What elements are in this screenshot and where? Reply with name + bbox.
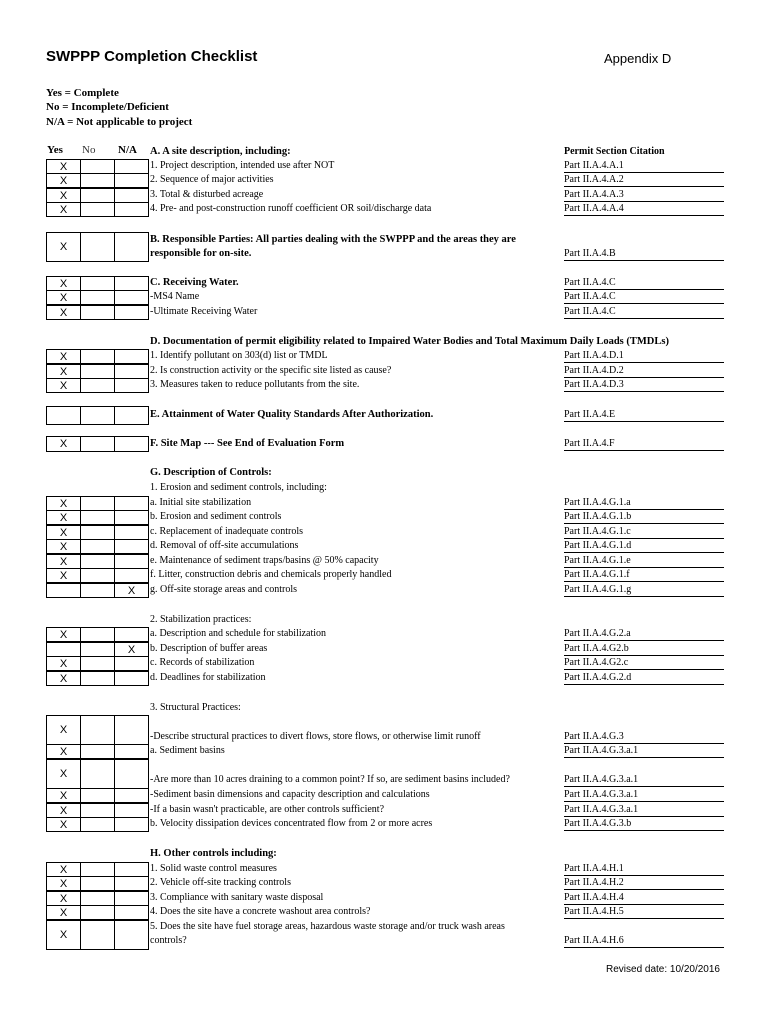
permit-citation: Part II.A.4.H.4 bbox=[564, 891, 724, 905]
permit-citation: Part II.A.4.G.1.e bbox=[564, 554, 724, 568]
citation-header: Permit Section Citation bbox=[564, 146, 665, 157]
permit-citation: Part II.A.4.G.1.g bbox=[564, 583, 724, 597]
permit-citation: Part II.A.4.A.4 bbox=[564, 202, 724, 216]
checkbox-yes[interactable]: X bbox=[46, 496, 81, 511]
permit-citation: Part II.A.4.H.6 bbox=[564, 934, 724, 948]
legend-yes: Yes = Complete bbox=[46, 87, 119, 99]
checkbox-no[interactable] bbox=[80, 496, 115, 511]
checkbox-na[interactable]: X bbox=[114, 642, 149, 657]
checkbox-na[interactable] bbox=[114, 202, 149, 217]
checkbox-yes[interactable]: X bbox=[46, 378, 81, 393]
permit-citation: Part II.A.4.G2.b bbox=[564, 642, 724, 656]
checkbox-yes[interactable]: X bbox=[46, 715, 81, 745]
checkbox-na[interactable] bbox=[114, 744, 149, 759]
checkbox-yes[interactable]: X bbox=[46, 876, 81, 891]
checkbox-yes[interactable]: X bbox=[46, 305, 81, 320]
item-text: b. Velocity dissipation devices concentrated flow from 2 or more acres bbox=[150, 818, 433, 829]
item-text: 2. Sequence of major activities bbox=[150, 174, 274, 185]
checkbox-no[interactable] bbox=[80, 862, 115, 877]
checkbox-yes[interactable]: X bbox=[46, 891, 81, 906]
checkbox-no[interactable] bbox=[80, 920, 115, 950]
checkbox-yes[interactable]: X bbox=[46, 173, 81, 188]
checkbox-no[interactable] bbox=[80, 364, 115, 379]
item-text: g. Off-site storage areas and controls bbox=[150, 584, 297, 595]
item-text: e. Maintenance of sediment traps/basins @ 50% capacity bbox=[150, 555, 379, 566]
checkbox-yes[interactable]: X bbox=[46, 364, 81, 379]
checkbox-na[interactable] bbox=[114, 173, 149, 188]
item-text: 2. Is construction activity or the specific site listed as cause? bbox=[150, 365, 392, 376]
checkbox-na[interactable] bbox=[114, 803, 149, 818]
checkbox-no[interactable] bbox=[80, 436, 115, 452]
checkbox-na[interactable] bbox=[114, 920, 149, 950]
checkbox-no[interactable] bbox=[80, 876, 115, 891]
item-text: b. Erosion and sediment controls bbox=[150, 511, 282, 522]
checkbox-yes[interactable] bbox=[46, 583, 81, 598]
column-no-header: No bbox=[82, 144, 96, 156]
permit-citation: Part II.A.4.C bbox=[564, 305, 724, 319]
checkbox-no[interactable] bbox=[80, 349, 115, 364]
item-text: -If a basin wasn't practicable, are other controls sufficient? bbox=[150, 804, 385, 815]
permit-citation: Part II.A.4.G.2.d bbox=[564, 671, 724, 685]
checkbox-no[interactable] bbox=[80, 627, 115, 642]
checkbox-no[interactable] bbox=[80, 232, 115, 262]
checkbox-no[interactable] bbox=[80, 817, 115, 832]
permit-citation: Part II.A.4.G.3.a.1 bbox=[564, 744, 724, 758]
checkbox-no[interactable] bbox=[80, 656, 115, 671]
checkbox-na[interactable] bbox=[114, 876, 149, 891]
checkbox-no[interactable] bbox=[80, 568, 115, 583]
item-text: 1. Erosion and sediment controls, including: bbox=[150, 482, 327, 493]
permit-citation: Part II.A.4.G.2.a bbox=[564, 627, 724, 641]
item-text: F. Site Map --- See End of Evaluation Form bbox=[150, 438, 345, 449]
item-text: A. A site description, including: bbox=[150, 146, 291, 157]
item-text: a. Description and schedule for stabilization bbox=[150, 628, 327, 639]
item-text-continued: controls? bbox=[150, 935, 187, 946]
permit-citation: Part II.A.4.B bbox=[564, 247, 724, 261]
checkbox-na[interactable] bbox=[114, 349, 149, 364]
checkbox-na[interactable] bbox=[114, 276, 149, 291]
checkbox-no[interactable] bbox=[80, 554, 115, 569]
item-text: a. Initial site stabilization bbox=[150, 497, 252, 508]
checkbox-yes[interactable]: X bbox=[46, 202, 81, 217]
permit-citation: Part II.A.4.C bbox=[564, 276, 724, 290]
permit-citation: Part II.A.4.C bbox=[564, 290, 724, 304]
checkbox-na[interactable] bbox=[114, 364, 149, 379]
permit-citation: Part II.A.4.H.5 bbox=[564, 905, 724, 919]
checkbox-yes[interactable]: X bbox=[46, 539, 81, 554]
checkbox-na[interactable] bbox=[114, 568, 149, 583]
legend-no: No = Incomplete/Deficient bbox=[46, 101, 169, 113]
checkbox-na[interactable] bbox=[114, 905, 149, 920]
checkbox-yes[interactable]: X bbox=[46, 671, 81, 686]
item-text: d. Deadlines for stabilization bbox=[150, 672, 266, 683]
item-text: -Describe structural practices to divert flows, store flows, or otherwise limit runoff bbox=[150, 731, 481, 742]
checkbox-no[interactable] bbox=[80, 202, 115, 217]
item-text: 3. Structural Practices: bbox=[150, 702, 241, 713]
item-text: 1. Solid waste control measures bbox=[150, 863, 277, 874]
item-text: d. Removal of off-site accumulations bbox=[150, 540, 299, 551]
checkbox-na[interactable] bbox=[114, 525, 149, 540]
permit-citation: Part II.A.4.D.2 bbox=[564, 364, 724, 378]
checkbox-na[interactable] bbox=[114, 715, 149, 745]
permit-citation: Part II.A.4.D.3 bbox=[564, 378, 724, 392]
checkbox-yes[interactable]: X bbox=[46, 436, 81, 452]
checkbox-yes[interactable]: X bbox=[46, 232, 81, 262]
permit-citation: Part II.A.4.G.3.b bbox=[564, 817, 724, 831]
item-text: c. Replacement of inadequate controls bbox=[150, 526, 303, 537]
checkbox-no[interactable] bbox=[80, 510, 115, 525]
checkbox-na[interactable] bbox=[114, 891, 149, 906]
item-text: D. Documentation of permit eligibility related to Impaired Water Bodies and Total Maximum Daily Loads (TMDLs) bbox=[150, 336, 669, 347]
checkbox-na[interactable] bbox=[114, 817, 149, 832]
checkbox-no[interactable] bbox=[80, 305, 115, 320]
permit-citation: Part II.A.4.G.3.a.1 bbox=[564, 803, 724, 817]
checkbox-na[interactable] bbox=[114, 496, 149, 511]
checkbox-no[interactable] bbox=[80, 539, 115, 554]
item-text: -MS4 Name bbox=[150, 291, 200, 302]
checkbox-yes[interactable]: X bbox=[46, 656, 81, 671]
checkbox-yes[interactable]: X bbox=[46, 188, 81, 203]
checkbox-yes[interactable]: X bbox=[46, 349, 81, 364]
item-text: 4. Does the site have a concrete washout area controls? bbox=[150, 906, 371, 917]
checkbox-yes[interactable]: X bbox=[46, 788, 81, 803]
checkbox-na[interactable] bbox=[114, 656, 149, 671]
permit-citation: Part II.A.4.G.1.d bbox=[564, 539, 724, 553]
permit-citation: Part II.A.4.F bbox=[564, 437, 724, 451]
checkbox-na[interactable] bbox=[114, 539, 149, 554]
checkbox-yes[interactable]: X bbox=[46, 627, 81, 642]
permit-citation: Part II.A.4.G.3.a.1 bbox=[564, 773, 724, 787]
item-text: -Are more than 10 acres draining to a common point? If so, are sediment basins included? bbox=[150, 774, 510, 785]
item-text: 2. Stabilization practices: bbox=[150, 614, 252, 625]
checkbox-yes[interactable]: X bbox=[46, 510, 81, 525]
item-text: -Sediment basin dimensions and capacity description and calculations bbox=[150, 789, 430, 800]
checkbox-no[interactable] bbox=[80, 715, 115, 745]
item-text: 4. Pre- and post-construction runoff coefficient OR soil/discharge data bbox=[150, 203, 432, 214]
checkbox-na[interactable] bbox=[114, 510, 149, 525]
item-text: c. Records of stabilization bbox=[150, 657, 255, 668]
checkbox-no[interactable] bbox=[80, 671, 115, 686]
item-text: H. Other controls including: bbox=[150, 848, 277, 859]
checkbox-no[interactable] bbox=[80, 583, 115, 598]
checkbox-no[interactable] bbox=[80, 891, 115, 906]
permit-citation: Part II.A.4.H.2 bbox=[564, 876, 724, 890]
appendix-label: Appendix D bbox=[604, 51, 672, 66]
legend-na: N/A = Not applicable to project bbox=[46, 116, 193, 128]
checkbox-na[interactable] bbox=[114, 671, 149, 686]
checkbox-no[interactable] bbox=[80, 188, 115, 203]
checkbox-yes[interactable]: X bbox=[46, 862, 81, 877]
checkbox-yes[interactable]: X bbox=[46, 759, 81, 789]
item-text: 3. Compliance with sanitary waste disposal bbox=[150, 892, 324, 903]
checkbox-na[interactable] bbox=[114, 554, 149, 569]
permit-citation: Part II.A.4.A.2 bbox=[564, 173, 724, 187]
checkbox-na[interactable] bbox=[114, 436, 149, 452]
permit-citation: Part II.A.4.A.3 bbox=[564, 188, 724, 202]
checkbox-na[interactable] bbox=[114, 862, 149, 877]
item-text: 2. Vehicle off-site tracking controls bbox=[150, 877, 291, 888]
permit-citation: Part II.A.4.G.3.a.1 bbox=[564, 788, 724, 802]
checkbox-yes[interactable]: X bbox=[46, 905, 81, 920]
item-text-continued: 1. Project description, intended use after NOT bbox=[150, 160, 335, 171]
permit-citation: Part II.A.4.G.3 bbox=[564, 730, 724, 744]
item-text-continued: responsible for on-site. bbox=[150, 248, 252, 259]
checkbox-no[interactable] bbox=[80, 159, 115, 174]
checkbox-no[interactable] bbox=[80, 744, 115, 759]
checkbox-yes[interactable]: X bbox=[46, 290, 81, 305]
permit-citation: Part II.A.4.G2.c bbox=[564, 656, 724, 670]
checkbox-yes[interactable]: X bbox=[46, 568, 81, 583]
checkbox-yes[interactable]: X bbox=[46, 803, 81, 818]
checkbox-yes[interactable]: X bbox=[46, 744, 81, 759]
permit-citation: Part II.A.4.G.1.c bbox=[564, 525, 724, 539]
item-text: G. Description of Controls: bbox=[150, 467, 272, 478]
checkbox-na[interactable] bbox=[114, 188, 149, 203]
item-text: f. Litter, construction debris and chemicals properly handled bbox=[150, 569, 392, 580]
checkbox-na[interactable]: X bbox=[114, 583, 149, 598]
checkbox-na[interactable] bbox=[114, 159, 149, 174]
checkbox-no[interactable] bbox=[80, 759, 115, 789]
permit-citation: Part II.A.4.E bbox=[564, 408, 724, 422]
checkbox-na[interactable] bbox=[114, 759, 149, 789]
checkbox-na[interactable] bbox=[114, 788, 149, 803]
permit-citation: Part II.A.4.A.1 bbox=[564, 159, 724, 173]
revised-date: Revised date: 10/20/2016 bbox=[606, 964, 720, 975]
checkbox-na[interactable] bbox=[114, 232, 149, 262]
permit-citation: Part II.A.4.H.1 bbox=[564, 862, 724, 876]
item-text: 1. Identify pollutant on 303(d) list or TMDL bbox=[150, 350, 328, 361]
checkbox-no[interactable] bbox=[80, 788, 115, 803]
page-title: SWPPP Completion Checklist bbox=[46, 48, 258, 65]
item-text: C. Receiving Water. bbox=[150, 277, 239, 288]
item-text: B. Responsible Parties: All parties dealing with the SWPPP and the areas they are bbox=[150, 234, 516, 245]
checkbox-yes[interactable]: X bbox=[46, 159, 81, 174]
item-text: 3. Total & disturbed acreage bbox=[150, 189, 264, 200]
checkbox-no[interactable] bbox=[80, 290, 115, 305]
column-na-header: N/A bbox=[118, 144, 137, 156]
checkbox-no[interactable] bbox=[80, 803, 115, 818]
checkbox-na[interactable] bbox=[114, 627, 149, 642]
checkbox-yes[interactable]: X bbox=[46, 920, 81, 950]
checkbox-yes[interactable]: X bbox=[46, 554, 81, 569]
checkbox-na[interactable] bbox=[114, 406, 149, 425]
permit-citation: Part II.A.4.G.1.b bbox=[564, 510, 724, 524]
item-text: 3. Measures taken to reduce pollutants from the site. bbox=[150, 379, 360, 390]
checkbox-yes[interactable]: X bbox=[46, 817, 81, 832]
checkbox-no[interactable] bbox=[80, 642, 115, 657]
checkbox-no[interactable] bbox=[80, 406, 115, 425]
checkbox-no[interactable] bbox=[80, 525, 115, 540]
checkbox-na[interactable] bbox=[114, 290, 149, 305]
permit-citation: Part II.A.4.G.1.f bbox=[564, 568, 724, 582]
item-text: E. Attainment of Water Quality Standards After Authorization. bbox=[150, 409, 434, 420]
permit-citation: Part II.A.4.D.1 bbox=[564, 349, 724, 363]
checkbox-na[interactable] bbox=[114, 378, 149, 393]
checkbox-yes[interactable] bbox=[46, 406, 81, 425]
checkbox-no[interactable] bbox=[80, 905, 115, 920]
checkbox-na[interactable] bbox=[114, 305, 149, 320]
checkbox-no[interactable] bbox=[80, 276, 115, 291]
item-text: 5. Does the site have fuel storage areas, hazardous waste storage and/or truck wash areas bbox=[150, 921, 505, 932]
item-text: -Ultimate Receiving Water bbox=[150, 306, 258, 317]
column-yes-header: Yes bbox=[47, 144, 63, 156]
checkbox-yes[interactable] bbox=[46, 642, 81, 657]
item-text: a. Sediment basins bbox=[150, 745, 225, 756]
checkbox-no[interactable] bbox=[80, 378, 115, 393]
checkbox-yes[interactable]: X bbox=[46, 276, 81, 291]
checkbox-no[interactable] bbox=[80, 173, 115, 188]
checkbox-yes[interactable]: X bbox=[46, 525, 81, 540]
permit-citation: Part II.A.4.G.1.a bbox=[564, 496, 724, 510]
item-text: b. Description of buffer areas bbox=[150, 643, 268, 654]
